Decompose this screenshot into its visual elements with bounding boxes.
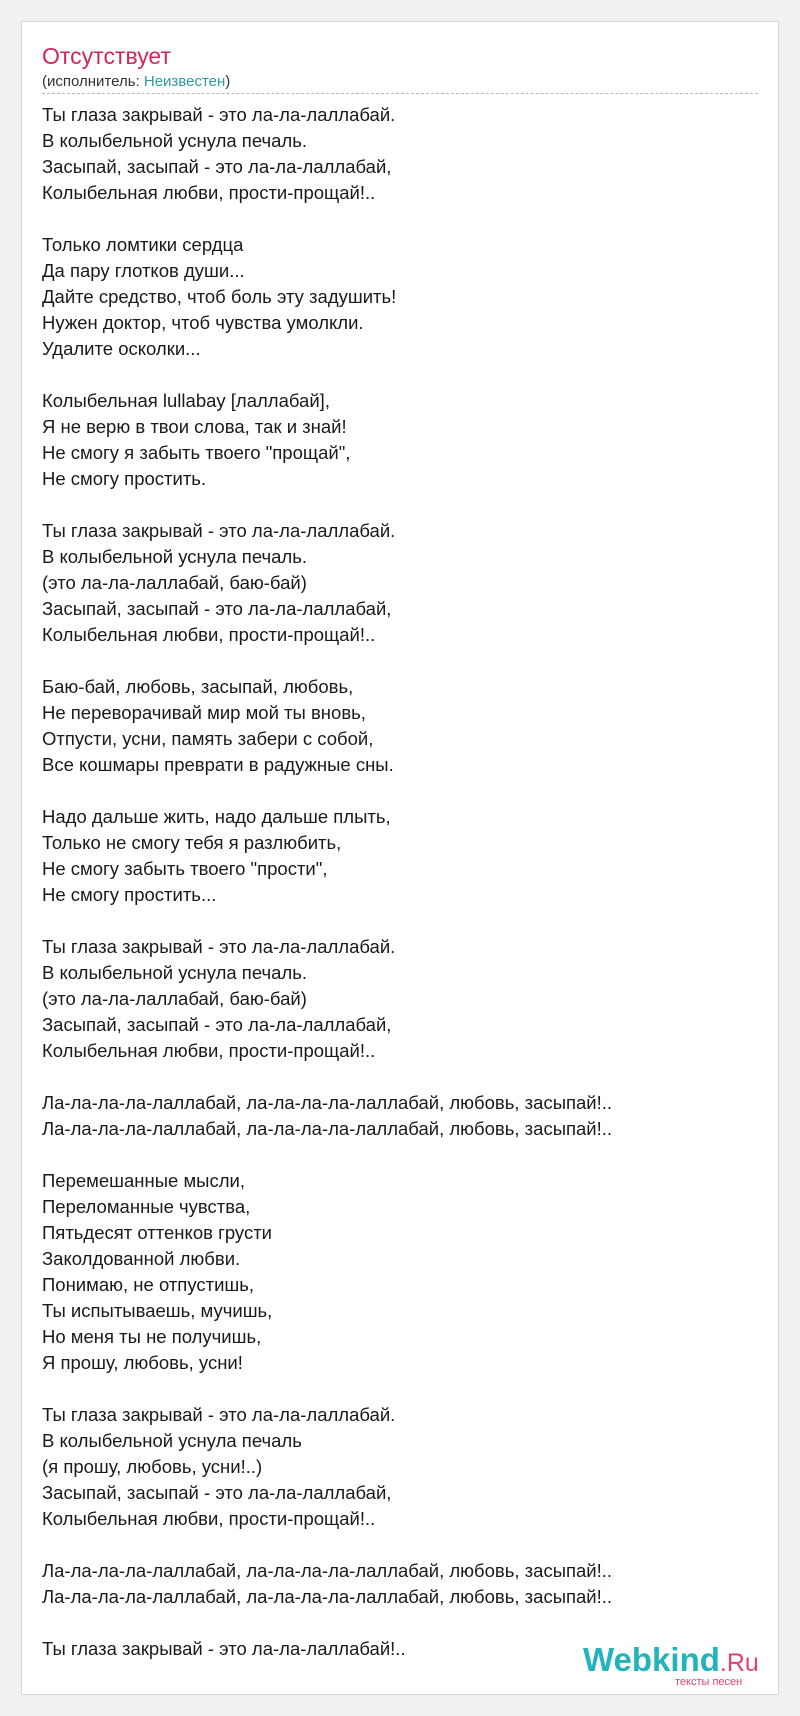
- lyrics-line: Надо дальше жить, надо дальше плыть,: [42, 806, 391, 827]
- lyrics-line: Но меня ты не получишь,: [42, 1326, 262, 1347]
- lyrics-line: Ла-ла-ла-ла-лаллабай, ла-ла-ла-ла-лаллабай, любовь, засыпай!..: [42, 1586, 613, 1607]
- logo-tagline: тексты песен: [675, 1676, 743, 1688]
- lyrics-line: Ты глаза закрывай - это ла-ла-лаллабай!..: [42, 1638, 406, 1659]
- artist-prefix: (исполнитель:: [42, 73, 144, 90]
- lyrics-line: Отпусти, усни, память забери с собой,: [42, 728, 374, 749]
- lyrics-line: Только не смогу тебя я разлюбить,: [42, 832, 342, 853]
- lyrics-stanza: [42, 1090, 758, 1142]
- lyrics-line: Удалите осколки...: [42, 338, 201, 359]
- lyrics-stanza: [42, 1168, 758, 1376]
- logo-ru-text: .Ru: [719, 1649, 759, 1677]
- lyrics-line: В колыбельной уснула печаль.: [42, 130, 307, 151]
- lyrics-line: В колыбельной уснула печаль.: [42, 962, 307, 983]
- webkind-logo[interactable]: [583, 1640, 773, 1690]
- lyrics-stanza: [42, 102, 758, 206]
- lyrics-line: Ты глаза закрывай - это ла-ла-лаллабай.: [42, 520, 396, 541]
- lyrics-line: Ты глаза закрывай - это ла-ла-лаллабай.: [42, 1404, 396, 1425]
- lyrics-line: Не смогу простить...: [42, 884, 217, 905]
- lyrics-line: Ты испытываешь, мучишь,: [42, 1300, 273, 1321]
- logo-main-text: Webkind: [583, 1641, 720, 1678]
- lyrics-line: Колыбельная lullabay [лаллабай],: [42, 390, 330, 411]
- song-title: Отсутствует: [42, 43, 171, 69]
- lyrics-stanza: [42, 674, 758, 778]
- title-divider: [42, 93, 758, 94]
- artist-line: [42, 72, 230, 92]
- lyrics-text: [42, 102, 758, 1688]
- lyrics-line: В колыбельной уснула печаль: [42, 1430, 302, 1451]
- lyrics-line: Дайте средство, чтоб боль эту задушить!: [42, 286, 397, 307]
- lyrics-line: Не смогу забыть твоего "прости",: [42, 858, 328, 879]
- lyrics-stanza: [42, 1558, 758, 1610]
- lyrics-line: Не смогу я забыть твоего "прощай",: [42, 442, 351, 463]
- lyrics-line: Ла-ла-ла-ла-лаллабай, ла-ла-ла-ла-лаллабай, любовь, засыпай!..: [42, 1118, 613, 1139]
- lyrics-line: Засыпай, засыпай - это ла-ла-лаллабай,: [42, 1482, 392, 1503]
- lyrics-line: Я не верю в твои слова, так и знай!: [42, 416, 347, 437]
- lyrics-line: Не переворачивай мир мой ты вновь,: [42, 702, 366, 723]
- lyrics-line: (это ла-ла-лаллабай, баю-бай): [42, 988, 307, 1009]
- lyrics-line: Все кошмары преврати в радужные сны.: [42, 754, 394, 775]
- lyrics-line: Я прошу, любовь, усни!: [42, 1352, 243, 1373]
- lyrics-line: (я прошу, любовь, усни!..): [42, 1456, 263, 1477]
- lyrics-line: Только ломтики сердца: [42, 234, 244, 255]
- lyrics-line: Перемешанные мысли,: [42, 1170, 245, 1191]
- lyrics-stanza: [42, 934, 758, 1064]
- lyrics-line: Не смогу простить.: [42, 468, 207, 489]
- lyrics-line: Нужен доктор, чтоб чувства умолкли.: [42, 312, 364, 333]
- lyrics-line: Засыпай, засыпай - это ла-ла-лаллабай,: [42, 156, 392, 177]
- lyrics-line: Ла-ла-ла-ла-лаллабай, ла-ла-ла-ла-лаллабай, любовь, засыпай!..: [42, 1560, 613, 1581]
- lyrics-line: Колыбельная любви, прости-прощай!..: [42, 1040, 376, 1061]
- lyrics-stanza: [42, 232, 758, 362]
- lyrics-line: Пятьдесят оттенков грусти: [42, 1222, 273, 1243]
- artist-link[interactable]: Неизвестен: [143, 73, 226, 90]
- lyrics-line: Ла-ла-ла-ла-лаллабай, ла-ла-ла-ла-лаллабай, любовь, засыпай!..: [42, 1092, 613, 1113]
- lyrics-stanza: [42, 1402, 758, 1532]
- lyrics-stanza: [42, 804, 758, 908]
- lyrics-line: Да пару глотков души...: [42, 260, 245, 281]
- lyrics-line: Ты глаза закрывай - это ла-ла-лаллабай.: [42, 936, 396, 957]
- lyrics-line: Баю-бай, любовь, засыпай, любовь,: [42, 676, 354, 697]
- lyrics-line: Колыбельная любви, прости-прощай!..: [42, 1508, 376, 1529]
- lyrics-line: Колыбельная любви, прости-прощай!..: [42, 182, 376, 203]
- lyrics-stanza: [42, 388, 758, 492]
- lyrics-stanza: [42, 518, 758, 648]
- lyrics-line: Заколдованной любви.: [42, 1248, 241, 1269]
- lyrics-line: (это ла-ла-лаллабай, баю-бай): [42, 572, 307, 593]
- lyrics-line: Переломанные чувства,: [42, 1196, 251, 1217]
- lyrics-line: Засыпай, засыпай - это ла-ла-лаллабай,: [42, 598, 392, 619]
- lyrics-line: Колыбельная любви, прости-прощай!..: [42, 624, 376, 645]
- lyrics-line: Засыпай, засыпай - это ла-ла-лаллабай,: [42, 1014, 392, 1035]
- artist-suffix: ): [225, 73, 231, 90]
- lyrics-line: Понимаю, не отпустишь,: [42, 1274, 255, 1295]
- lyrics-line: В колыбельной уснула печаль.: [42, 546, 307, 567]
- lyrics-line: Ты глаза закрывай - это ла-ла-лаллабай.: [42, 104, 396, 125]
